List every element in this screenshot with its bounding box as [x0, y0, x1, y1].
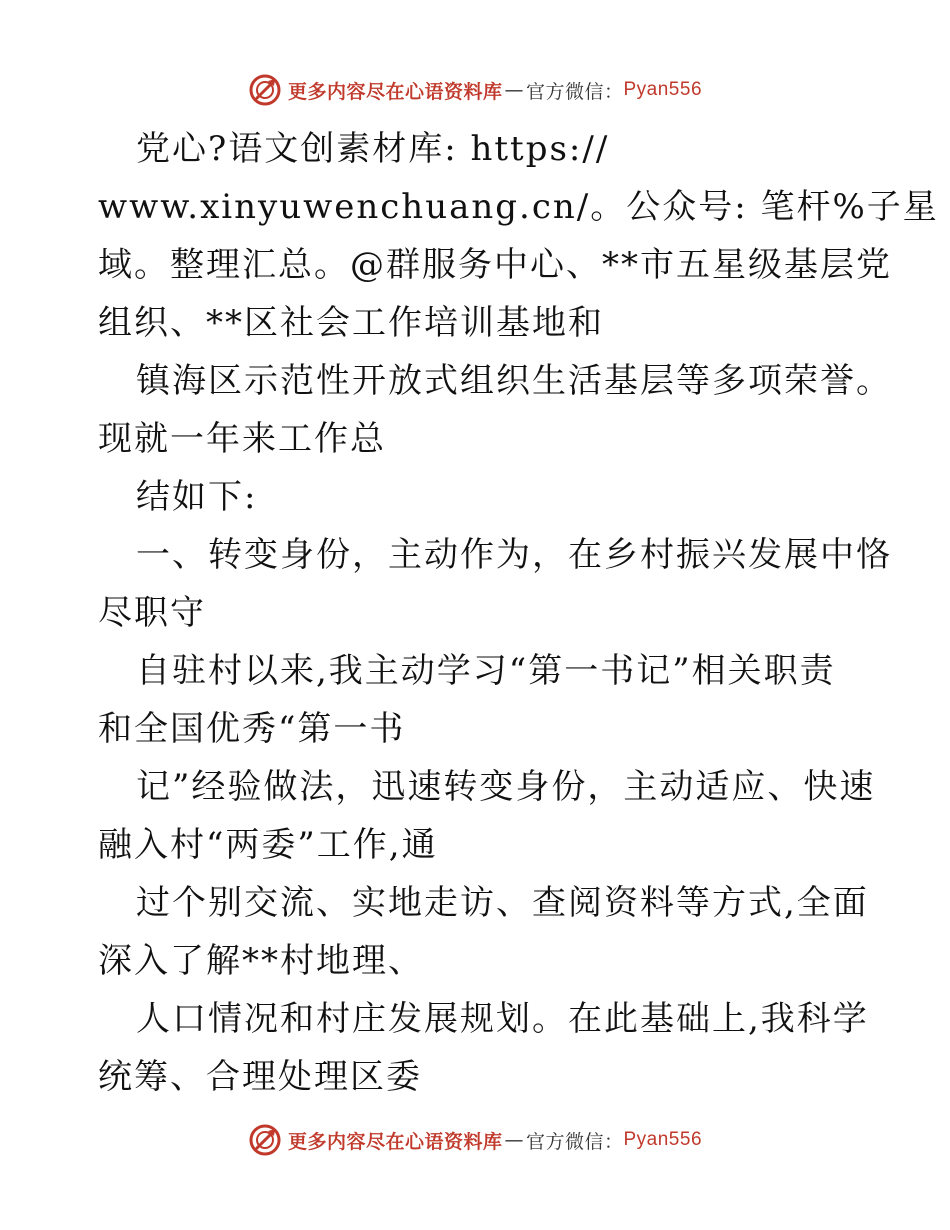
body-text-line: 人口情况和村庄发展规划。在此基础上,我科学: [136, 999, 869, 1039]
body-text-line: 结如下:: [136, 477, 258, 517]
page-footer: [0, 1120, 950, 1160]
footer-brand-text: 更多内容尽在心语资料库: [287, 1130, 503, 1153]
body-text-line: 深入了解**村地理、: [98, 941, 424, 981]
header-banner-text: [288, 77, 702, 104]
body-text-line: www.xinyuwenchuang.cn/。公众号: 笔杆%子星: [98, 187, 939, 227]
body-text-line: 自驻村以来,我主动学习“第一书记”相关职责: [136, 651, 836, 691]
body-text-line: 过个别交流、实地走访、查阅资料等方式,全面: [136, 883, 869, 923]
body-text-line: 一、转变身份，主动作为，在乡村振兴发展中恪: [136, 535, 892, 575]
header-brand-text: 更多内容尽在心语资料库: [287, 80, 503, 103]
seal-logo-icon: [248, 1123, 282, 1157]
seal-logo-icon: [248, 73, 282, 107]
footer-dash: —: [504, 1129, 524, 1151]
body-text-line: 尽职守: [98, 593, 206, 633]
body-text-line: 融入村“两委”工作,通: [98, 825, 438, 865]
body-text-line: 镇海区示范性开放式组织生活基层等多项荣誉。: [136, 361, 892, 401]
body-text-line: 记”经验做法，迅速转变身份，主动适应、快速: [136, 767, 876, 807]
body-text-line: 党心?语文创素材库: https://: [136, 129, 610, 169]
header-wechat-label: 官方微信：: [525, 80, 624, 103]
body-text-line: 域。整理汇总。@群服务中心、**市五星级基层党: [98, 245, 892, 285]
header-dash: —: [504, 79, 524, 101]
footer-banner-text: [288, 1127, 702, 1154]
footer-wechat-id: Pyan556: [623, 1129, 703, 1150]
footer-wechat-label: 官方微信：: [525, 1130, 624, 1153]
body-text-line: 和全国优秀“第一书: [98, 709, 406, 749]
page-header: [0, 70, 950, 110]
body-text-line: 统筹、合理处理区委: [98, 1057, 422, 1097]
body-text-line: 组织、**区社会工作培训基地和: [98, 303, 604, 343]
document-body: [98, 120, 939, 1106]
header-wechat-id: Pyan556: [623, 79, 703, 100]
body-text-line: 现就一年来工作总: [98, 419, 386, 459]
